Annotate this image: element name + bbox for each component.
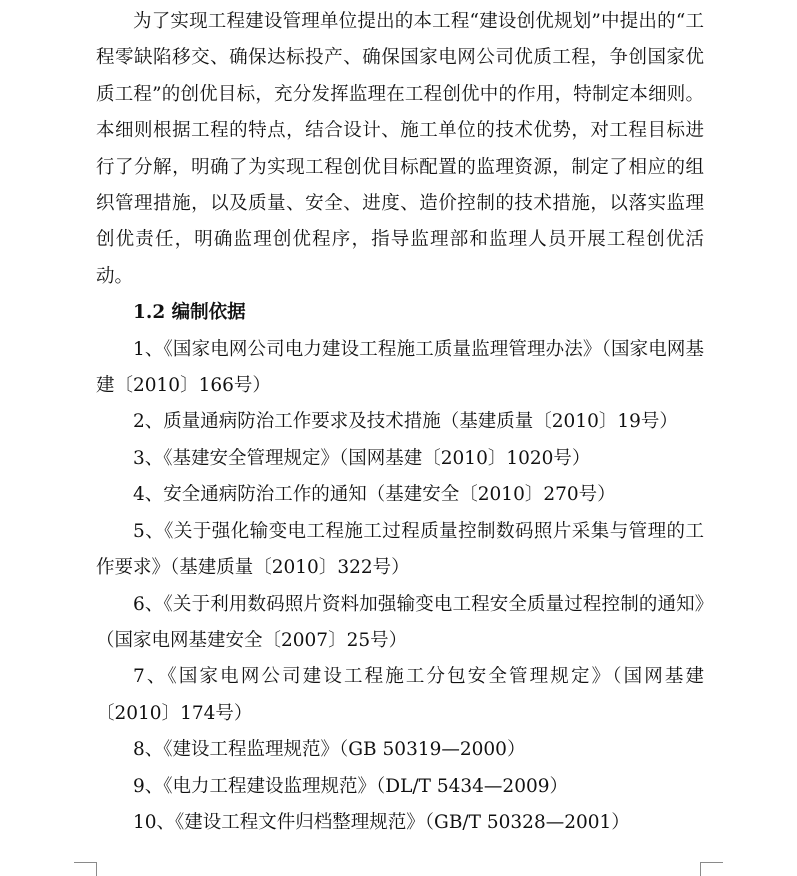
- margin-corner-mark-left: [74, 862, 97, 876]
- reference-item-9: 9、《电力工程建设监理规范》（DL/T 5434—2009）: [133, 775, 569, 797]
- reference-item-5: 5、《关于强化输变电工程施工过程质量控制数码照片采集与管理的工作要求》（基建质量〔2010〕322号）: [96, 520, 704, 579]
- intro-paragraph: 为了实现工程建设管理单位提出的本工程“建设创优规划”中提出的“工程零缺陷移交、确保达标投产、确保国家电网公司优质工程，争创国家优质工程”的创优目标，充分发挥监理在工程创优中的作用，特制定本细则。本细则根据工程的特点，结合设计、施工单位的技术优势，对工程目标进行了分解，明确了为实现工程创优目标配置的监理资源，制定了相应的组织管理措施，以及质量、安全、进度、造价控制的技术措施，以落实监理创优责任，明确监理创优程序，指导监理部和监理人员开展工程创优活动。: [96, 11, 704, 287]
- reference-item-3: 3、《基建安全管理规定》（国网基建〔2010〕1020号）: [133, 447, 591, 469]
- reference-item-10: 10、《建设工程文件归档整理规范》（GB/T 50328—2001）: [133, 811, 630, 833]
- margin-corner-mark-right: [700, 862, 723, 876]
- reference-item-4: 4、安全通病防治工作的通知（基建安全〔2010〕270号）: [133, 484, 616, 506]
- reference-item-8: 8、《建设工程监理规范》（GB 50319—2000）: [133, 739, 526, 761]
- reference-item-6: 6、《关于利用数码照片资料加强输变电工程安全质量过程控制的通知》（国家电网基建安全〔2007〕25号）: [96, 593, 704, 651]
- section-heading: 1.2 编制依据: [133, 302, 246, 324]
- reference-item-2: 2、质量通病防治工作要求及技术措施（基建质量〔2010〕19号）: [133, 411, 678, 433]
- reference-item-7: 7、《国家电网公司建设工程施工分包安全管理规定》（国网基建〔2010〕174号）: [96, 666, 704, 724]
- document-body: [96, 4, 704, 841]
- reference-item-1: 1、《国家电网公司电力建设工程施工质量监理管理办法》（国家电网基建〔2010〕166号）: [96, 338, 704, 397]
